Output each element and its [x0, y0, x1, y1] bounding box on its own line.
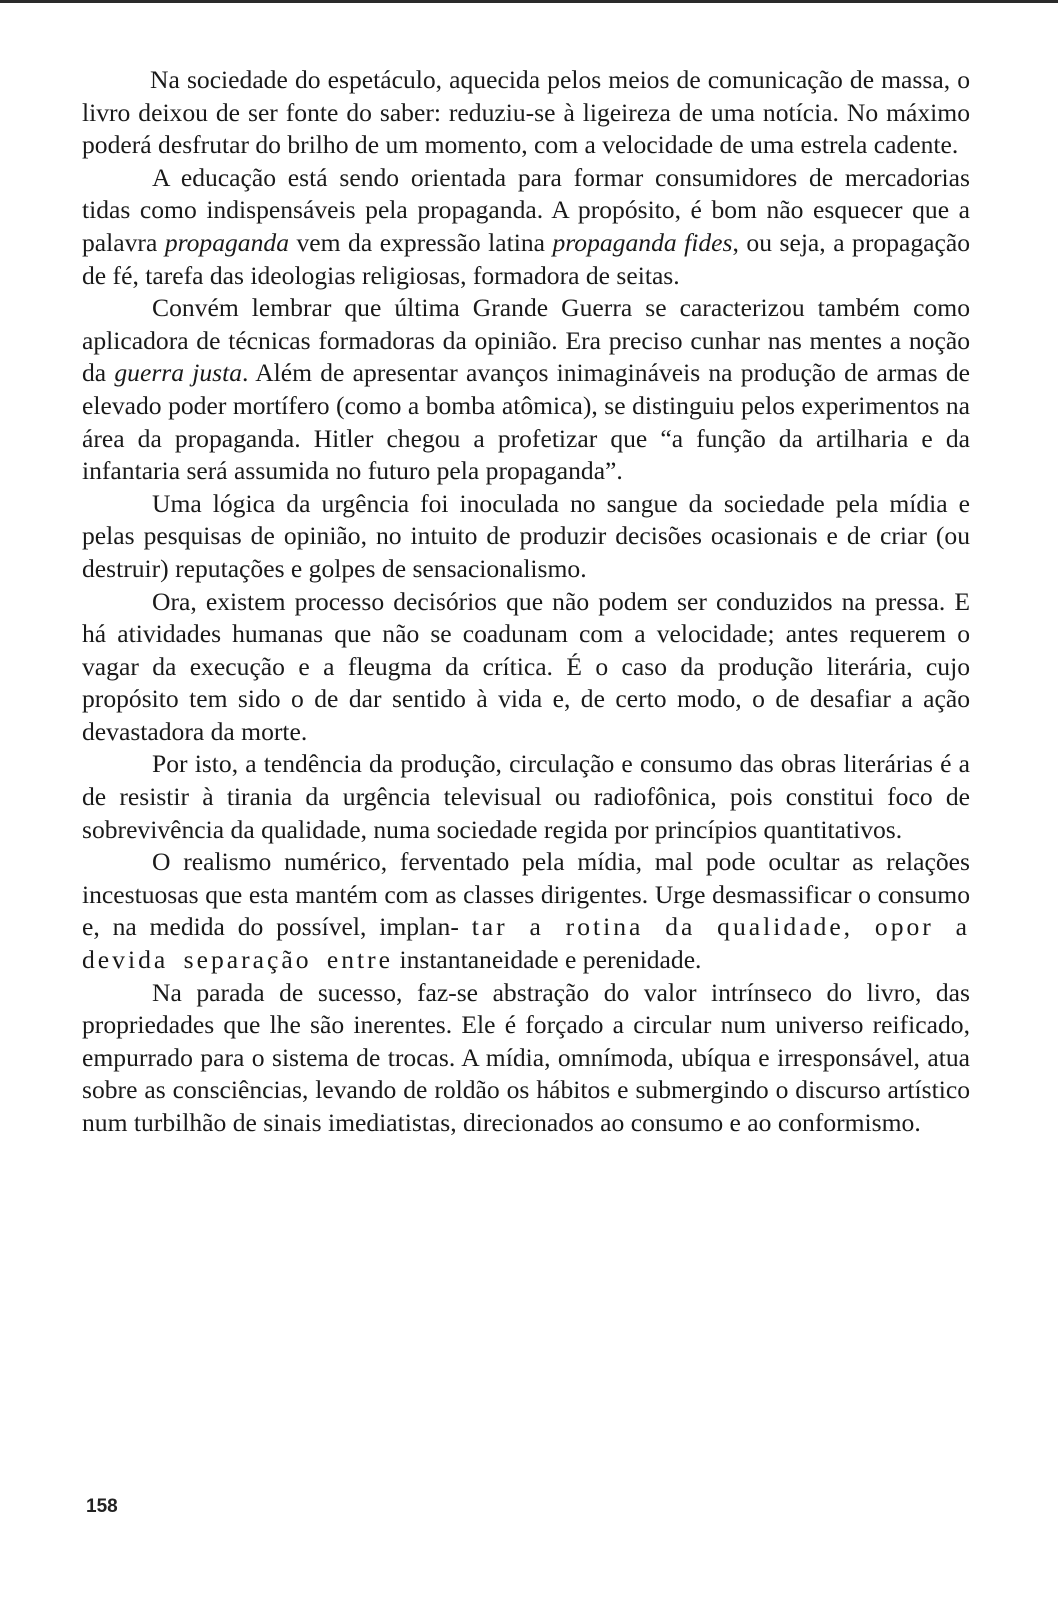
italic-term-propaganda-fides: propaganda fides — [552, 227, 733, 257]
italic-term-guerra-justa: guerra justa — [114, 358, 243, 388]
paragraph-7-spaced-line: tar a rotina da qualidade, opor a devida separação entre — [82, 912, 970, 975]
paragraph-3 — [82, 292, 970, 488]
paragraph-7-text-a: O realismo numérico, ferventado pela mídia, mal pode ocultar as relações incestuosas que esta mantém com as classes dirigentes. Urge desmassificar o consumo e, na medida do possível, implan- — [82, 847, 970, 942]
italic-term-propaganda: propaganda — [164, 227, 289, 257]
paragraph-3-text-a: Convém lembrar que última Grande Guerra se caracterizou também como aplicadora de técnicas formadoras da opinião. Era preciso cunhar nas mentes a noção da — [82, 293, 970, 388]
paragraph-2 — [82, 162, 970, 292]
paragraph-1: Na sociedade do espetáculo, aquecida pelos meios de comunicação de massa, o livro deixou de ser fonte do saber: reduziu-se à ligeireza de uma notícia. No máximo poderá desfrutar do brilho de um momento, com a velocidade de uma estrela cadente. — [82, 65, 970, 160]
paragraph-3-text-b: . Além de apresentar avanços inimagináveis na produção de armas de elevado poder mortífero (como a bomba atômica), se distinguiu pelos experimentos na área da propaganda. Hitler chegou a profetizar que “a função da artilharia e da infantaria será assumida no futuro pela propaganda”. — [82, 358, 970, 486]
paragraph-7-text-b: instantaneidade e perenidade. — [399, 945, 702, 975]
paragraph-2-text-c: , ou seja, a propagação de fé, tarefa das ideologias religiosas, formadora de seitas. — [82, 227, 970, 290]
page-number: 158 — [86, 1496, 118, 1517]
paragraph-7 — [82, 846, 970, 976]
paragraph-5: Ora, existem processo decisórios que não podem ser conduzidos na pressa. E há atividades humanas que não se coadunam com a velocidade; antes requerem o vagar da execução e a fleugma da crítica. É o caso da produção literária, cujo propósito tem sido o de dar sentido à vida e, de certo modo, o de desafiar a ação devastadora da morte. — [82, 586, 970, 746]
paragraph-2-text-a: A educação está sendo orientada para formar consumidores de mercadorias tidas como indispensáveis pela propaganda. A propósito, é bom não esquecer que a palavra — [82, 162, 970, 257]
body-text — [82, 64, 970, 1140]
paragraph-8: Na parada de sucesso, faz-se abstração do valor intrínseco do livro, das propriedades que lhe são inerentes. Ele é forçado a circular num universo reificado, empurrado para o sistema de trocas. A mídia, omnímoda, ubíqua e irresponsável, atua sobre as consciências, levando de roldão os hábitos e submergindo o discurso artístico num turbilhão de sinais imediatistas, direcionados ao consumo e ao conformismo. — [82, 977, 970, 1137]
paragraph-4: Uma lógica da urgência foi inoculada no sangue da sociedade pela mídia e pelas pesquisas de opinião, no intuito de produzir decisões ocasionais e de criar (ou destruir) reputações e golpes de sensacionalismo. — [82, 488, 970, 583]
paragraph-6: Por isto, a tendência da produção, circulação e consumo das obras literárias é a de resistir à tirania da urgência televisual ou radiofônica, pois constitui foco de sobrevivência da qualidade, numa sociedade regida por princípios quantitativos. — [82, 749, 970, 844]
page-top-edge — [0, 0, 1058, 3]
paragraph-2-text-b: vem da expressão latina — [289, 227, 553, 257]
